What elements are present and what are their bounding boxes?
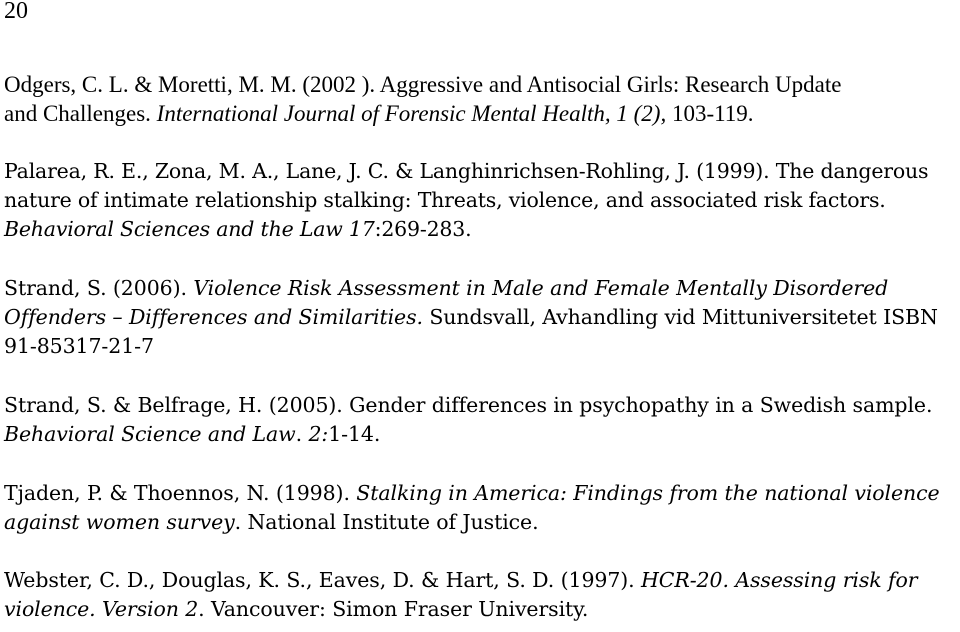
reference-text: Tjaden, P. & Thoennos, N. (1998). [4, 481, 357, 505]
reference-line [4, 391, 954, 420]
reference-line [4, 332, 954, 361]
reference-line [4, 274, 954, 303]
reference-italic-text: violence. Version 2 [4, 597, 199, 621]
reference-line [4, 99, 954, 128]
reference-text: . [295, 422, 309, 446]
reference-text: . Vancouver: Simon Fraser University. [198, 597, 589, 621]
reference-line [4, 595, 954, 624]
reference-webster [4, 566, 954, 624]
reference-italic-text: International Journal of Forensic Mental Health, 1 (2), [156, 101, 667, 126]
reference-text: Odgers, C. L. & Moretti, M. M. (2002 ). Aggressive and Antisocial Girls: Research Update [4, 72, 842, 97]
reference-odgers [4, 70, 954, 128]
reference-line [4, 420, 954, 449]
reference-italic-text: Behavioral Science and Law [4, 422, 296, 446]
reference-italic-text: Stalking in America: Findings from the national violence [356, 481, 940, 505]
reference-text: 103-119. [666, 101, 754, 126]
reference-text: Webster, C. D., Douglas, K. S., Eaves, D. & Hart, S. D. (1997). [4, 568, 642, 592]
reference-text: 91-85317-21-7 [4, 334, 154, 358]
reference-italic-text: against women survey [4, 510, 235, 534]
reference-text: Sundsvall, Avhandling vid Mittuniversitetet ISBN [422, 305, 938, 329]
reference-strand-2006 [4, 274, 954, 361]
reference-italic-text: HCR-20. Assessing risk for [641, 568, 918, 592]
reference-strand-2005 [4, 391, 954, 449]
reference-line [4, 157, 954, 186]
reference-line [4, 186, 954, 215]
reference-text: Palarea, R. E., Zona, M. A., Lane, J. C. & Langhinrichsen-Rohling, J. (1999). The dangerous [4, 159, 929, 183]
reference-text: Strand, S. (2006). [4, 276, 194, 300]
reference-text: :269-283. [374, 217, 472, 241]
reference-text: 1-14. [328, 422, 381, 446]
reference-line [4, 508, 954, 537]
reference-text: nature of intimate relationship stalking: Threats, violence, and associated risk factors. [4, 188, 886, 212]
reference-italic-text: 2: [308, 422, 329, 446]
reference-italic-text: Behavioral Sciences and the Law 17 [4, 217, 375, 241]
reference-text: Strand, S. & Belfrage, H. (2005). Gender differences in psychopathy in a Swedish sample. [4, 393, 933, 417]
reference-italic-text: Offenders – Differences and Similarities. [4, 305, 423, 329]
page-number: 20 [4, 0, 28, 24]
reference-italic-text: Violence Risk Assessment in Male and Female Mentally Disordered [193, 276, 889, 300]
reference-line [4, 70, 954, 99]
reference-line [4, 479, 954, 508]
reference-tjaden [4, 479, 954, 537]
reference-text: . National Institute of Justice. [234, 510, 539, 534]
reference-line [4, 303, 954, 332]
reference-palarea [4, 157, 954, 244]
reference-text: and Challenges. [4, 101, 157, 126]
reference-line [4, 215, 954, 244]
reference-line [4, 566, 954, 595]
